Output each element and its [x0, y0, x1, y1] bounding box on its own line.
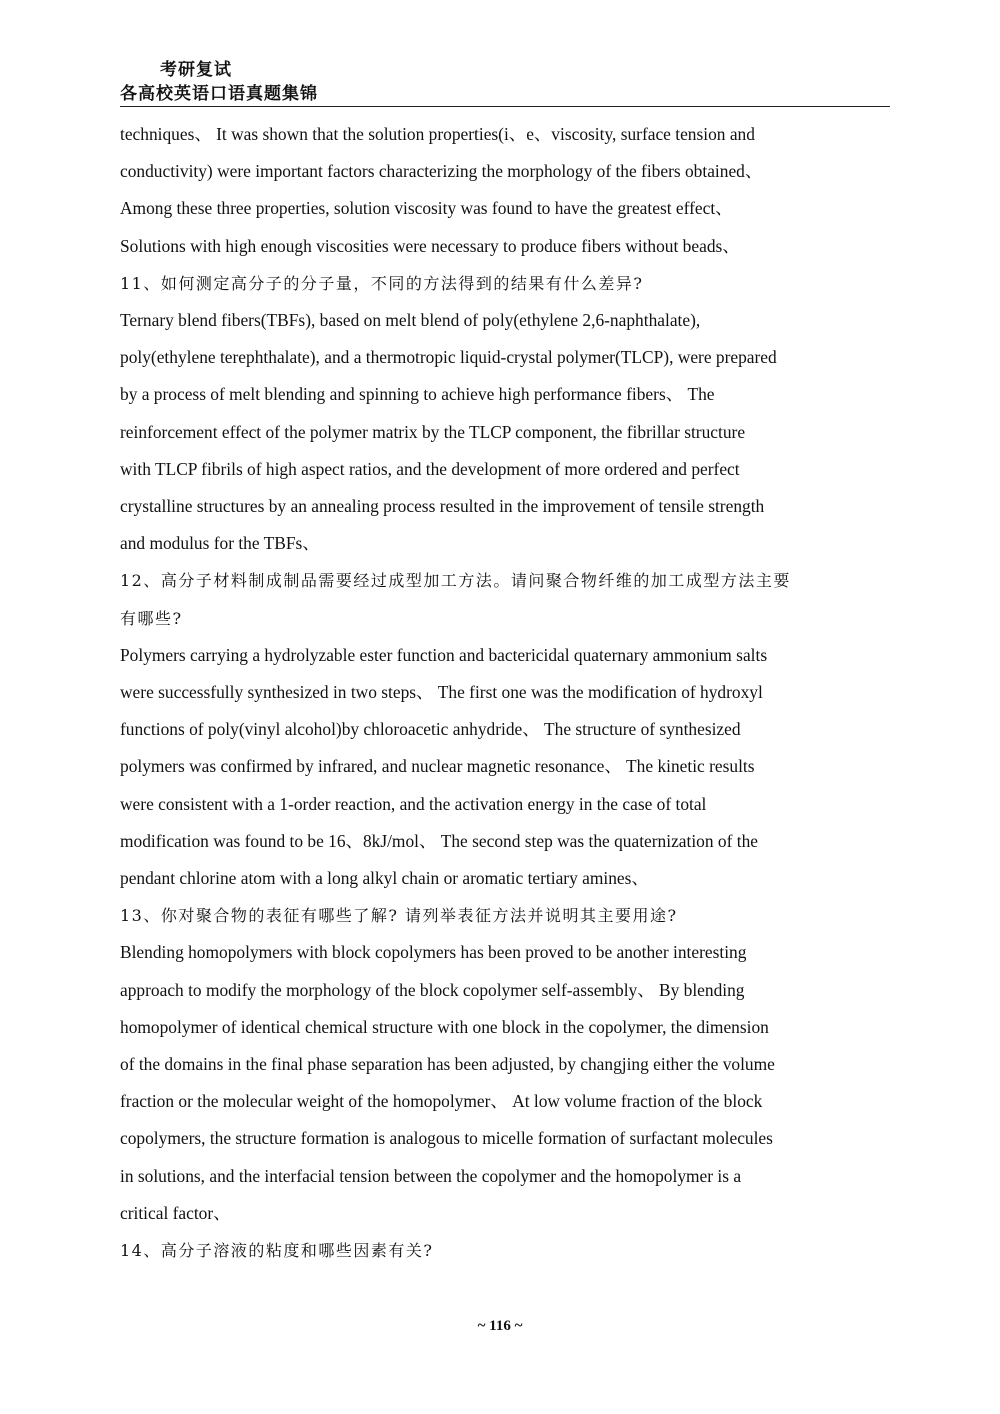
text-line: in solutions, and the interfacial tension between the copolymer and the homopolymer is a [120, 1165, 742, 1186]
text-line: by a process of melt blending and spinning to achieve high performance fibers、 The [120, 384, 715, 405]
question-line: 12、高分子材料制成制品需要经过成型加工方法。请问聚合物纤维的加工成型方法主要 [120, 571, 791, 591]
text-line: crystalline structures by an annealing process resulted in the improvement of tensile strength [120, 496, 765, 517]
text-line: with TLCP fibrils of high aspect ratios, and the development of more ordered and perfect [120, 458, 740, 479]
question-line: 11、如何测定高分子的分子量，不同的方法得到的结果有什么差异? [120, 273, 644, 293]
question-line: 13、你对聚合物的表征有哪些了解? 请列举表征方法并说明其主要用途? [120, 906, 678, 926]
text-line: were successfully synthesized in two steps、 The first one was the modification of hydroxyl [120, 682, 763, 703]
text-line: modification was found to be 16、8kJ/mol、 The second step was the quaternization of the [120, 830, 758, 851]
text-line: Solutions with high enough viscosities were necessary to produce fibers without beads、 [120, 235, 740, 256]
text-line: homopolymer of identical chemical structure with one block in the copolymer, the dimension [120, 1016, 769, 1037]
text-line: were consistent with a 1-order reaction, and the activation energy in the case of total [120, 793, 707, 814]
text-line: Among these three properties, solution viscosity was found to have the greatest effect、 [120, 198, 733, 219]
text-line: critical factor、 [120, 1202, 231, 1223]
text-line: pendant chlorine atom with a long alkyl chain or aromatic tertiary amines、 [120, 868, 649, 889]
text-line: poly(ethylene terephthalate), and a thermotropic liquid-crystal polymer(TLCP), were prepared [120, 347, 777, 368]
question-line: 14、高分子溶液的粘度和哪些因素有关? [120, 1241, 434, 1261]
text-line: of the domains in the final phase separation has been adjusted, by changjing either the volume [120, 1054, 775, 1075]
text-line: techniques、 It was shown that the solution properties(i、e、viscosity, surface tension and [120, 124, 755, 144]
text-line: Blending homopolymers with block copolymers has been proved to be another interesting [120, 942, 747, 963]
text-line: Ternary blend fibers(TBFs), based on melt blend of poly(ethylene 2,6-naphthalate), [120, 310, 701, 331]
text-line: fraction or the molecular weight of the homopolymer、 At low volume fraction of the block [120, 1091, 763, 1112]
question-line: 有哪些? [120, 608, 183, 628]
text-line: Polymers carrying a hydrolyzable ester function and bactericidal quaternary ammonium salts [120, 644, 768, 665]
text-line: and modulus for the TBFs、 [120, 533, 320, 554]
page-header [120, 58, 890, 106]
text-line: approach to modify the morphology of the block copolymer self-assembly、 By blending [120, 979, 745, 1000]
text-line: copolymers, the structure formation is analogous to micelle formation of surfactant molecules [120, 1128, 773, 1149]
header-divider [120, 106, 890, 107]
header-title: 考研复试 [160, 60, 232, 80]
text-line: reinforcement effect of the polymer matrix by the TLCP component, the fibrillar structure [120, 421, 746, 442]
page-number: ~ 116 ~ [477, 1318, 523, 1334]
header-subtitle: 各高校英语口语真题集锦 [120, 84, 318, 104]
text-line: functions of poly(vinyl alcohol)by chloroacetic anhydride、 The structure of synthesized [120, 719, 741, 740]
text-line: polymers was confirmed by infrared, and nuclear magnetic resonance、 The kinetic results [120, 756, 755, 777]
text-line: conductivity) were important factors characterizing the morphology of the fibers obtained、 [120, 161, 763, 182]
page-body [120, 116, 890, 1269]
